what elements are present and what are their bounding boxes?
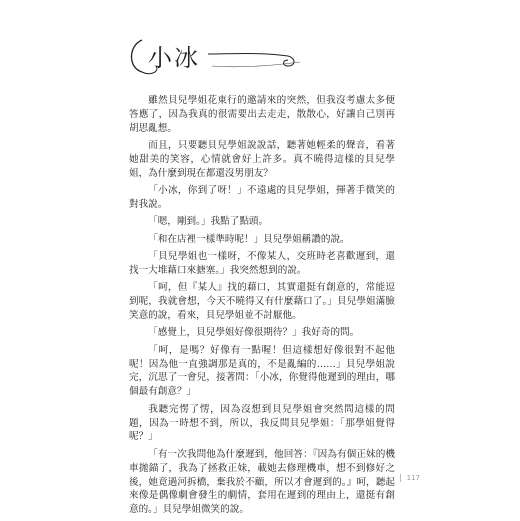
chapter-heading xyxy=(120,32,310,82)
paragraph: 「感覺上，貝兒學姐好像很期待？」我好奇的問。 xyxy=(148,327,360,339)
page-number: 117 xyxy=(400,474,420,482)
chapter-title: 小冰 xyxy=(148,44,200,72)
paragraph: 雖然貝兒學姐花東行的邀請來的突然，但我沒考慮太多便答應了，因為我真的很需要出去走走，散散心，好讓自己別再胡思亂想。 xyxy=(129,95,395,134)
body-text xyxy=(129,94,395,521)
paragraph: 「小冰，你到了呀！」不遠處的貝兒學姐，揮著手微笑的對我說。 xyxy=(129,185,395,211)
paragraph: 「呵，但『某人』找的藉口，其實還挺有創意的，常能逗到呢，我就會想，今天不曉得又有什麼藉口了。」貝兒學姐滿臉笑意的說，看來，貝兒學姐並不討厭他。 xyxy=(129,282,395,322)
paragraph: 我聽完愣了愣，因為沒想到貝兒學姐會突然問這樣的問題，因為一時想不到，所以，我反問貝兒學姐：「那學姐覺得呢？」 xyxy=(129,403,395,443)
paragraph: 「和在店裡一樣準時呢！」貝兒學姐稱讚的說。 xyxy=(148,233,350,245)
paragraph: 而且，只要聽貝兒學姐說說話，聽著她輕柔的聲音，看著她甜美的笑容，心情就會好上許多。真不曉得這樣的貝兒學姐，為什麼到現在都還沒男朋友？ xyxy=(129,140,395,179)
paragraph: 「有一次我問他為什麼遲到，他回答：『因為有個正妹的機車拋錨了，我為了拯救正妹，載她去修理機車，想不到修好之後，她竟過河拆橋，棄我於不顧，所以才會遲到的。』呵，聽起來像是偶像劇會發生的劇情，套用在遲到的理由上，還挺有創意的。」貝兒學姐微笑的說。 xyxy=(129,448,395,516)
paragraph: 「呵，是嗎？好像有一點喔！但這樣想好像很對不起他呢！因為他一直強調那是真的，不是亂編的……」貝兒學姐說完，沉思了一會兒，接著問：「小冰，你覺得他遲到的理由，哪個最有創意？」 xyxy=(129,344,395,398)
paragraph: 「嗯，剛到。」我點了點頭。 xyxy=(148,216,269,228)
paragraph: 「貝兒學姐也一樣呀，不像某人，交班時老喜歡遲到，還找一大堆藉口來搪塞。」我突然想到的說。 xyxy=(129,251,395,276)
